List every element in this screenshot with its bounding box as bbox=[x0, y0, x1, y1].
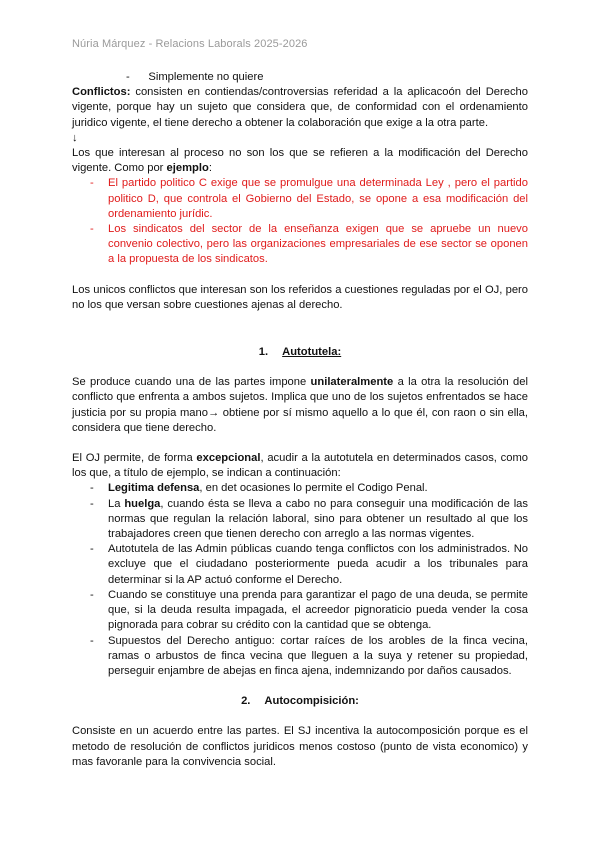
arrow-down: ↓ bbox=[72, 131, 78, 144]
section-title: Autocompisición: bbox=[264, 695, 359, 708]
colon: : bbox=[208, 162, 212, 175]
item-term: Legitima defensa bbox=[108, 482, 200, 495]
list-item bbox=[72, 481, 528, 496]
conflictos-text: consisten en contiendas/controversias referidad a la aplicacoón del Derecho vigente, porque hay un sujeto que considera que, de conformidad con el ordenamiento juridico vigente, el tiene derecho a obtener la colaboración que exige a la otra parte. bbox=[72, 86, 528, 129]
term-ejemplo: ejemplo bbox=[166, 162, 209, 175]
term-conflictos: Conflictos: bbox=[72, 86, 131, 99]
interesan-text: Los que interesan al proceso no son los que se refieren a la modificación del Derecho vigente. Como por bbox=[72, 147, 528, 175]
section-heading-autotutela bbox=[72, 345, 528, 360]
list-item bbox=[72, 497, 528, 543]
example-item: - El partido politico C exige que se promulgue una determinada Ley , pero el partido politico D, que controla el Gobierno del Estado, se opone a esa modificación del ordenamiento jurídic. bbox=[72, 176, 528, 222]
item-pre: La bbox=[108, 497, 125, 510]
item-text: , en det ocasiones lo permite el Codigo Penal. bbox=[199, 482, 428, 495]
term-excepcional: excepcional bbox=[196, 452, 261, 465]
section-number: 1. bbox=[258, 346, 269, 359]
list-item: - Cuando se constituye una prenda para garantizar el pago de una deuda, se permite que, si la deuda resulta impagada, el acreedor pignoraticio pueda vender la cosa pignorada para cobrar su crédito con la cantidad que se obtenga. bbox=[72, 588, 528, 634]
item-term: huelga bbox=[124, 497, 161, 510]
text: El OJ permite, de forma bbox=[72, 452, 197, 465]
autotutela-cases-list bbox=[72, 481, 528, 679]
example-item: - Los sindicatos del sector de la enseñanza exigen que se apruebe un nuevo convenio colectivo, pero las organizaciones empresariales de ese sector se oponen a la propuesta de los sindicatos. bbox=[72, 222, 528, 268]
paragraph-conflictos bbox=[72, 85, 528, 131]
paragraph-autocomposicion: Consiste en un acuerdo entre las partes. El SJ incentiva la autocomposición porque es el metodo de resolución de conflictos juridicos menos costoso (punto de vista economico) y mas favoranle para la convivencia social. bbox=[72, 725, 528, 768]
dash-line: - Simplemente no quiere bbox=[126, 71, 264, 83]
item-text: , cuando ésta se lleva a cabo no para conseguir una modificación de las normas que regulan la relación laboral, sino para obtener un resultado al que los trabajadores creen que tienen derecho con arreglo a las normas vigentes. bbox=[108, 497, 528, 541]
document-body bbox=[72, 70, 528, 770]
list-item: - Supuestos del Derecho antiguo: cortar raíces de los arobles de la finca vecina, ramas o arbustos de finca vecina que lleguen a la suya y retener su propiedad, perseguir enjambre de abejas en finca ajena, indemnizando por daños causados. bbox=[72, 634, 528, 680]
section-heading-autocomposicion bbox=[72, 694, 528, 709]
text: , acudir a la autotutela en determinados casos, como los que, a título de ejemplo, se indican a continuación: bbox=[72, 452, 528, 480]
section-number: 2. bbox=[241, 695, 251, 708]
section-title: Autotutela: bbox=[282, 346, 342, 359]
text: Se produce cuando una de las partes impone bbox=[72, 376, 311, 389]
term-unilateralmente: unilateralmente bbox=[310, 376, 394, 389]
examples-list bbox=[72, 176, 528, 267]
text: a la otra la resolución del conflicto que enfrenta a ambos sujetos. Implica que uno de los sujetos enfrentados se hace justicia por su propia mano→ obtiene por sí mismo aquello a lo que él, con raon o sin ella, considera que tiene derecho. bbox=[72, 376, 528, 434]
paragraph-autotutela-1 bbox=[72, 375, 528, 436]
paragraph-unicos: Los unicos conflictos que interesan son los referidos a cuestiones reguladas por el OJ, pero no los que versan sobre cuestiones ajenas al derecho. bbox=[72, 283, 528, 311]
list-item: - Autotutela de las Admin públicas cuando tenga conflictos con los administrados. No excluye que el ciudadano posteriormente pueda acudir a los tribunales para determinar si la AP actuó conforme el Derecho. bbox=[72, 542, 528, 588]
paragraph-interesan bbox=[72, 146, 528, 176]
page-header: Núria Márquez - Relacions Laborals 2025-2026 bbox=[72, 38, 308, 50]
paragraph-autotutela-2 bbox=[72, 451, 528, 481]
